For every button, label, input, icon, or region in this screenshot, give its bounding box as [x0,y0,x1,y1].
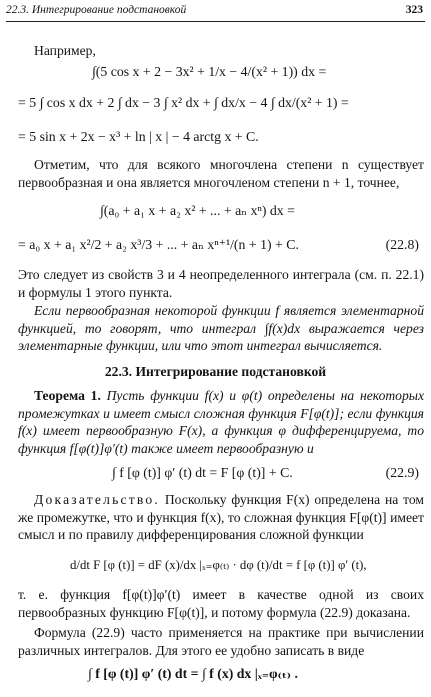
proof-label: Доказательство. [34,492,161,507]
formula-22-9: ∫ f [φ (t)] φ′ (t) dt = F [φ (t)] + C. [112,465,293,480]
proof-paragraph [18,491,424,544]
theorem-text: Пусть функции f(x) и φ(t) определены на некоторых промежутках и имеет смысл сложная функция F[φ(t)]; если функция f(x) имеет первообразную F(x), а функция φ дифференцируема, то функция f[φ(t)]φ′(t) также имеет первообразную и [18,388,425,456]
theorem-formula [112,465,293,481]
example-line1: ∫(5 cos x + 2 − 3x² + 1/x − 4/(x² + 1)) dx = [92,64,327,79]
polynomial-paragraph: Отметим, что для всякого многочлена степени n существует первообразная и она является многочленом степени n + 1, точнее, [18,157,424,190]
running-title: 22.3. Интегрирование подстановкой [6,4,187,16]
substitution-formula: ∫ f [φ (t)] φ′ (t) dt = ∫ f (x) dx |ₓ₌φ₍ₜ₎ . [88,666,298,681]
theorem-label: Теорема 1. [34,388,101,403]
proof-text: Поскольку функция F(x) определена на том же промежутке, что и функция f(x), то сложная функция F[φ(t)] имеет смысл и по правилу дифференцирования сложной функции [18,492,424,543]
example-line2: = 5 ∫ cos x dx + 2 ∫ dx − 3 ∫ x² dx + ∫ dx/x − 4 ∫ dx/(x² + 1) = [18,95,349,110]
poly-line1: ∫(a₀ + a₁ x + a₂ x² + ... + aₙ xⁿ) dx = [100,203,295,218]
polynomial-formula-line1 [100,203,295,219]
elementary-remark: Если первообразная некоторой функции f является элементарной функцией, то говорят, что интеграл ∫f(x)dx выражается через элементарные функции, или что этот интеграл вычисляется. [18,303,424,354]
chain-rule-formula: d/dt F [φ (t)] = dF (x)/dx |ₓ₌φ₍ₜ₎ · dφ (t)/dt = f [φ (t)] φ′ (t), [70,558,367,572]
example-formula-line3 [18,129,259,145]
theorem-1 [18,387,424,457]
header-rule [6,21,425,22]
section-title: 22.3. Интегрирование подстановкой [104,364,327,379]
page-number: 323 [405,4,423,16]
proof-formula [70,558,367,573]
example-formula-line2 [18,95,349,111]
example-line3: = 5 sin x + 2x − x³ + ln | x | − 4 arctg x + C. [18,129,259,144]
equation-number-22-9: (22.9) [385,465,419,480]
equation-number-22-8: (22.8) [385,237,419,252]
example-intro: Например, [34,43,96,58]
after-polynomial-text: Это следует из свойств 3 и 4 неопределенного интеграла (см. п. 22.1) и формулы 1 этого пункта. [18,267,424,300]
closing-paragraph: Формула (22.9) часто применяется на практике при вычислении различных интегралов. Для этого ее удобно записать в виде [18,625,424,658]
polynomial-formula-line2 [18,237,299,253]
poly-line2: = a₀ x + a₁ x²/2 + a₂ x³/3 + ... + aₙ xⁿ⁺¹/(n + 1) + C. [18,237,299,252]
proof-after: т. е. функция f[φ(t)]φ′(t) имеет в качестве одной из своих первообразных функцию F[φ(t)], и потому формула (22.9) доказана. [18,587,424,620]
closing-formula [88,666,298,682]
example-formula-line1 [92,64,326,80]
